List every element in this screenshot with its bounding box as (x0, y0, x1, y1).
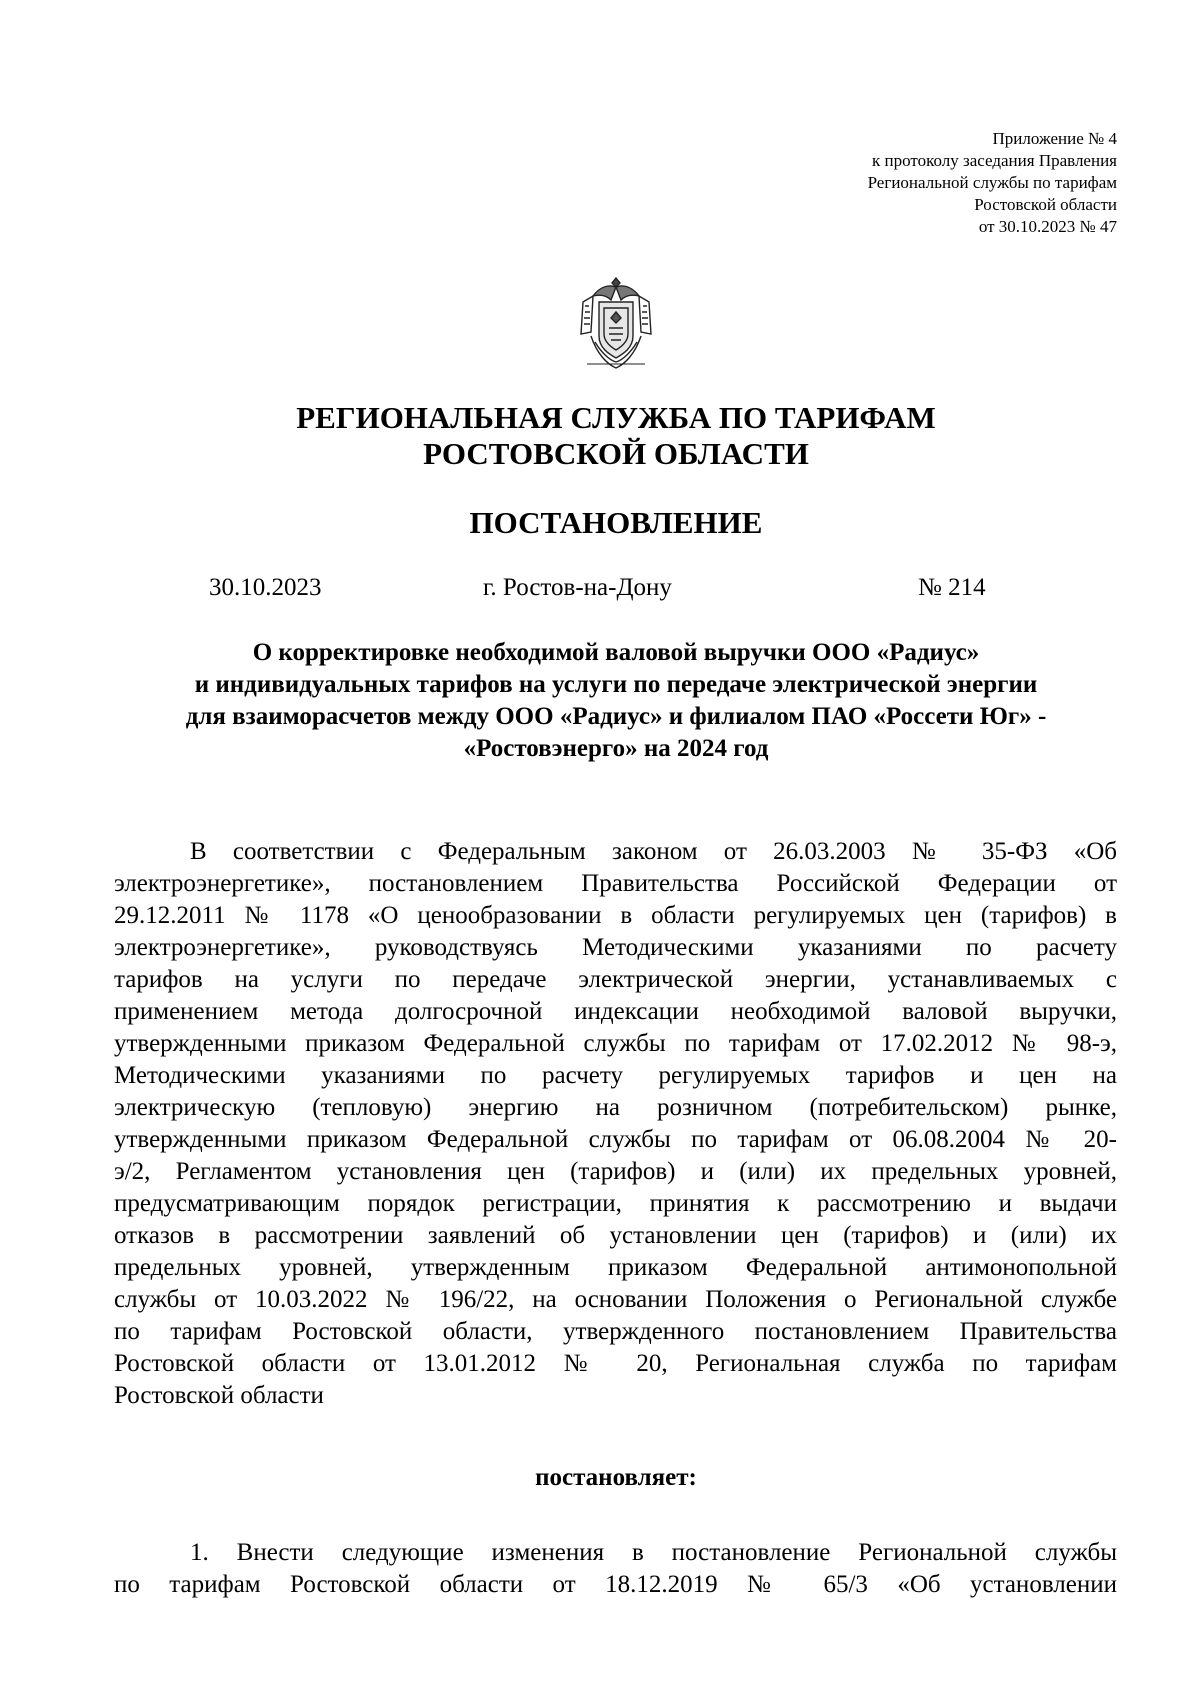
clause-line: по тарифам Ростовской области от 18.12.2019 № 65/3 «Об установлении (114, 1571, 1117, 1598)
preamble-line: отказов в рассмотрении заявлений об установлении цен (тарифов) и (или) их (114, 1222, 1117, 1249)
resolves-label: постановляет: (535, 1464, 697, 1491)
preamble-line: электроэнергетике», руководствуясь Методическими указаниями по расчету (114, 934, 1117, 961)
preamble-line: предусматривающим порядок регистрации, принятия к рассмотрению и выдачи (114, 1190, 1117, 1217)
organization-line-2: РОСТОВСКОЙ ОБЛАСТИ (423, 436, 809, 471)
subject-line: и индивидуальных тарифов на услуги по передаче электрической энергии (194, 671, 1038, 698)
subject-line: «Ростовэнерго» на 2024 год (463, 735, 769, 762)
preamble-line: Ростовской области от 13.01.2012 № 20, Региональная служба по тарифам (114, 1350, 1117, 1377)
preamble-line: утвержденными приказом Федеральной службы по тарифам от 06.08.2004 № 20- (114, 1126, 1117, 1153)
preamble-line: Методическими указаниями по расчету регулируемых тарифов и цен на (114, 1062, 1117, 1089)
preamble-line: электроэнергетике», постановлением Правительства Российской Федерации от (114, 870, 1117, 897)
document-type-title: ПОСТАНОВЛЕНИЕ (469, 505, 763, 540)
appendix-note (868, 128, 1117, 238)
appendix-line: Ростовской области (974, 195, 1117, 214)
preamble-line: по тарифам Ростовской области, утвержденного постановлением Правительства (114, 1318, 1117, 1345)
subject-line: для взаиморасчетов между ООО «Радиус» и филиалом ПАО «Россети Юг» - (185, 703, 1047, 730)
clause-line: 1. Внести следующие изменения в постановление Региональной службы (190, 1539, 1117, 1566)
appendix-line: к протоколу заседания Правления (872, 151, 1117, 170)
document-date: 30.10.2023 (209, 574, 322, 601)
preamble-line: Ростовской области (114, 1382, 324, 1409)
clause-1-paragraph (114, 1537, 1117, 1601)
preamble-line: утвержденными приказом Федеральной службы по тарифам от 17.02.2012 № 98-э, (114, 1030, 1117, 1057)
appendix-line: Приложение № 4 (992, 129, 1117, 148)
preamble-line: предельных уровней, утвержденным приказом Федеральной антимонопольной (114, 1254, 1117, 1281)
document-subject (0, 637, 1200, 765)
preamble-paragraph (114, 836, 1117, 1412)
document-number: № 214 (918, 574, 986, 601)
preamble-line: службы от 10.03.2022 № 196/22, на основании Положения о Региональной службе (114, 1286, 1117, 1313)
preamble-line: электрическую (тепловую) энергию на розничном (потребительском) рынке, (114, 1094, 1117, 1121)
organization-line-1: РЕГИОНАЛЬНАЯ СЛУЖБА ПО ТАРИФАМ (296, 400, 936, 435)
preamble-line: В соответствии с Федеральным законом от 26.03.2003 № 35-ФЗ «Об (190, 838, 1117, 865)
preamble-line: тарифов на услуги по передаче электрической энергии, устанавливаемых с (114, 966, 1117, 993)
subject-line: О корректировке необходимой валовой выручки ООО «Радиус» (252, 639, 980, 666)
preamble-line: э/2, Регламентом установления цен (тарифов) и (или) их предельных уровней, (114, 1158, 1117, 1185)
coat-of-arms-icon (571, 272, 661, 372)
preamble-line: применением метода долгосрочной индексации необходимой валовой выручки, (114, 998, 1117, 1025)
appendix-line: от 30.10.2023 № 47 (978, 217, 1117, 236)
organization-title (0, 400, 1200, 472)
preamble-line: 29.12.2011 № 1178 «О ценообразовании в области регулируемых цен (тарифов) в (114, 902, 1117, 929)
appendix-line: Региональной службы по тарифам (867, 173, 1117, 192)
document-city: г. Ростов-на-Дону (483, 574, 672, 601)
